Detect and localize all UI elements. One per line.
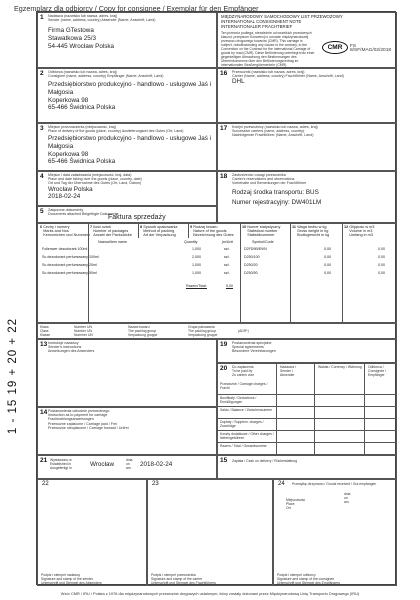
copy-header: Egzemplarz dla odbiorcy / Copy for consignee / Exemplar für den Empfänger bbox=[14, 4, 259, 13]
row-divider bbox=[218, 442, 397, 443]
box-payment bbox=[217, 363, 397, 455]
cmr-title-block bbox=[217, 12, 397, 68]
row-code: D250/50 bbox=[244, 271, 258, 275]
consignee-line-2: Koperkowa 98 bbox=[48, 96, 89, 104]
box-special-agreements[interactable] bbox=[217, 339, 397, 363]
reservations-label: Zastrzeżenia i uwagi przewoźnika Carrier's reservations and observations Vorbehalte und Bemerkungen der Frachtführer bbox=[232, 173, 307, 186]
box-number: 18 bbox=[220, 173, 228, 180]
box-number: 23 bbox=[152, 481, 159, 487]
sender-signature-caption: Podpis i stempel nadawcy Signature and stamp of the sender Unterschrift und Stempel des Absenders bbox=[41, 573, 102, 585]
goods-header-text: Rodzaj towaru Nature of the goods Bezeichnung des Gutes bbox=[193, 225, 234, 237]
box-successive-carriers[interactable] bbox=[217, 123, 397, 171]
goods-block bbox=[37, 223, 397, 323]
box-number: 15 bbox=[220, 457, 228, 464]
row-code: D2FD9B/E9/N bbox=[244, 247, 267, 251]
box-sender[interactable] bbox=[37, 12, 217, 68]
goods-header-7 bbox=[90, 225, 132, 237]
subheader-unit: jm/Unit bbox=[222, 240, 234, 244]
box-carrier[interactable] bbox=[217, 68, 397, 123]
row-qty: 2,000 bbox=[192, 255, 201, 259]
documents-value: Faktura sprzedaży bbox=[108, 214, 166, 221]
box-payment-instructions[interactable] bbox=[37, 407, 217, 455]
established-place: Wrocław bbox=[90, 461, 115, 468]
goods-header-10 bbox=[242, 225, 280, 237]
sidebar-copy-numbers bbox=[3, 200, 27, 560]
payment-row: Dopłaty / Supplem. charges / Zuschläge bbox=[220, 420, 264, 428]
box-sender-instructions[interactable] bbox=[37, 339, 217, 407]
goods-header-num: 12 bbox=[344, 225, 349, 229]
received-date-label: dnia on am bbox=[344, 492, 351, 504]
box-number: 21 bbox=[40, 457, 48, 464]
row-weight: 0,00 bbox=[324, 247, 331, 251]
adr-block bbox=[37, 323, 397, 339]
cmr-form bbox=[36, 11, 396, 585]
box-number: 13 bbox=[40, 341, 48, 348]
row-qty: 1,000 bbox=[192, 247, 201, 251]
delivery-line-2: Koperkowa 98 bbox=[48, 150, 89, 158]
subheader-qty: Quantity bbox=[184, 240, 198, 244]
consignee-signature-caption: Podpis i stempel odbiorcy Signature and stamp of the consignee Unterschrift und Stempel des Empfängers bbox=[277, 573, 340, 585]
copy-number-text: 1 - 15 19 + 20 + 22 bbox=[7, 317, 19, 435]
col-divider bbox=[138, 224, 139, 238]
box-number: 17 bbox=[220, 125, 228, 132]
established-date: 2018-02-24 bbox=[140, 461, 173, 468]
col-divider bbox=[188, 224, 189, 238]
box-number: 16 bbox=[220, 70, 228, 77]
goods-header-num: 9 bbox=[190, 225, 193, 229]
payment-row: Koszty dodatkowe / Other charges / Nebengebühren bbox=[220, 432, 274, 440]
row-qty: 1,000 bbox=[192, 263, 201, 267]
row-weight: 0,00 bbox=[324, 263, 331, 267]
sender-instructions-label: Instrukcje nadawcy Sender's instructions Anweisungen des Absenders bbox=[48, 341, 95, 354]
cmr-convention-note: Ten przewóz podlega, niezależnie od wszelkich przeciwnych klauzul, przepisom Konwencji o umowie międzynarodowej przewozu drogowego towarów (CMR). This carriage is subject, notwithstanding any clause to the contrary, to the Convention on the Contract for the International Carriage of goods by road (CMR). Diese Beförderung unterliegt trotz einer gegenteiligen Abmachung den Bestimmungen des Übereinkommens über den Beförderungsvertrag im internationalen Straßengüterverkehr (CMR). bbox=[221, 31, 315, 67]
box-number: 22 bbox=[42, 481, 49, 487]
footer-note: Wzór CMR / IRU / Polska z 1976 dla międzynarodowych przewozów drogowych ustalonym, który zostały dokonani przez Międzynarodową Unię Transportu Drogowego (IRU) bbox=[60, 591, 360, 596]
row-code: D250/20 bbox=[244, 263, 258, 267]
row-divider bbox=[218, 394, 397, 395]
goods-header-text: Numer statystyczny Statistical number Statistiknummer bbox=[247, 225, 281, 237]
total-qty: 5,00 bbox=[226, 284, 233, 288]
payment-row: Bonifikaty / Deductions / Ermäßigungen bbox=[220, 396, 257, 404]
total-label: Razem/Total: bbox=[186, 284, 207, 288]
row-name: Folienwer dezodorant 100ml bbox=[42, 247, 88, 251]
row-divider bbox=[218, 406, 397, 407]
goods-header-num: 8 bbox=[140, 225, 143, 229]
box-delivery-place[interactable] bbox=[37, 123, 217, 171]
row-name: So dezodorant perfumowany 50ml bbox=[42, 271, 97, 275]
transport-type-value: BUS bbox=[305, 188, 319, 196]
payment-row: Razem / Total / Gesamtsumme bbox=[220, 444, 267, 448]
delivery-line-3: 65-466 Świdnica Polska bbox=[48, 158, 116, 166]
sender-line-3: 54-445 Wrocław Polska bbox=[48, 42, 115, 50]
box-carrier-signature[interactable] bbox=[147, 479, 273, 586]
goods-header-text: Waga brutto w kg Gross weight in kg Bruttogewicht in kg bbox=[297, 225, 330, 237]
payment-col-consignee: Odbiorca / Consignee / Empfänger bbox=[368, 365, 387, 377]
adr-group: Grupa pakowania The packing group Verpackung gruppe bbox=[188, 325, 218, 337]
goods-header-num: 6 bbox=[40, 225, 43, 229]
col-divider bbox=[342, 224, 343, 323]
adr-klasa: Klasa Class Klasse bbox=[40, 325, 51, 337]
goods-header-12 bbox=[344, 225, 374, 237]
goods-header-6 bbox=[40, 225, 93, 237]
documents-label: Załączone dokumenty Documents attached Beigefügte Dokumente bbox=[48, 208, 119, 217]
goods-header-11 bbox=[292, 225, 329, 237]
box-sender-signature[interactable] bbox=[37, 479, 147, 586]
box-established[interactable] bbox=[37, 455, 217, 479]
row-name: So dezodorant perfumowany 20ml bbox=[42, 263, 97, 267]
box-number: 1 bbox=[40, 14, 44, 21]
registration-label: Numer rejestracyjny: bbox=[232, 199, 290, 207]
established-date-label: dnia on am bbox=[126, 458, 133, 470]
box-documents[interactable] bbox=[37, 206, 217, 223]
box-number: 24 bbox=[278, 481, 285, 487]
adr-name: Nazwa towaru The packing group Verpackung gruppe bbox=[128, 325, 158, 337]
goods-header-text: Objętość w m3 Volume in m3 Umfang in m3 bbox=[349, 225, 375, 237]
box-number: 3 bbox=[40, 125, 44, 132]
row-unit: szt. bbox=[224, 255, 230, 259]
row-qty: 1,000 bbox=[192, 271, 201, 275]
delivery-label: Miejsce przeznaczenia (miejscowość, kraj) Place of delivery of the goods (place, country) Auslieferungsort des Gutes (Ort, Land) bbox=[48, 125, 184, 134]
special-agreements-label: Postanowienia specjalne Special agreements Besondere Vereinbarungen bbox=[232, 341, 276, 354]
sender-line-2: Stawatkowa 25/3 bbox=[48, 35, 96, 42]
subheader-code: Symbol/Code bbox=[252, 240, 274, 244]
row-weight: 0,00 bbox=[324, 271, 331, 275]
row-volume: 0,00 bbox=[378, 263, 385, 267]
col-divider bbox=[290, 224, 291, 323]
payment-col-sender: Nadawca / Sender / Absender bbox=[280, 365, 297, 377]
loading-label: Miejsce i data załadowania (miejscowość, kraj, data) Place and date taking over the goods (place, country, date) Ort und Tag der Übernahme des Gutes (Ort, Land, Datum) bbox=[48, 173, 142, 186]
goods-header-num: 10 bbox=[242, 225, 247, 229]
cmr-logo: CMR bbox=[322, 41, 348, 54]
box-consignee[interactable] bbox=[37, 68, 217, 123]
title-en: INTERNATIONAL CONSIGNMENT NOTE bbox=[221, 19, 302, 24]
box-number: 5 bbox=[40, 208, 44, 215]
carrier-signature-caption: Podpis i stempel przewoźnika Signature and stamp of the carrier Unterschrift und Stempel des Frachtführers bbox=[151, 573, 216, 585]
row-unit: szt. bbox=[224, 263, 230, 267]
row-unit: szt. bbox=[224, 271, 230, 275]
title-de: INTERNATIONALER FRACHTBRIEF bbox=[221, 24, 293, 29]
successive-carriers-label: Kolejni przewoźnicy (nazwisko lub nazwa, adres, kraj) Successive carriers (name, address, country) Nachfolgende Frachtführer (Name, Anschrift, Land) bbox=[232, 125, 318, 138]
payment-col-currency: Waluta / Currency / Währung bbox=[318, 365, 362, 369]
adr-tag: (ADR*) bbox=[238, 329, 249, 333]
col-divider bbox=[240, 224, 241, 323]
registration-row bbox=[218, 199, 396, 207]
payment-row: Saldo / Balance / Zwischensumme bbox=[220, 408, 273, 412]
box-number: 2 bbox=[40, 70, 44, 77]
row-divider bbox=[218, 430, 397, 431]
goods-header-text: Sposób opakowania Method of packing Art der Verpackung bbox=[143, 225, 178, 237]
payment-row: Przewoźne / Carriage charges / Fracht bbox=[220, 382, 268, 390]
goods-header-text: Cechy i numery Marks and Nos Kennzeichen und Nummern bbox=[43, 225, 91, 237]
box-number: 20 bbox=[220, 365, 228, 372]
row-divider bbox=[218, 418, 397, 419]
row-weight: 0,00 bbox=[324, 255, 331, 259]
box-number: 14 bbox=[40, 409, 48, 416]
sender-line-1: Firma GTestowa bbox=[48, 27, 94, 35]
transport-type-row bbox=[218, 189, 396, 197]
goods-received-label: Przesyłkę otrzymano / Goods received / Gut empfangen bbox=[292, 482, 377, 486]
adr-number: Number UN Number UN Nummer UN bbox=[74, 325, 93, 337]
loading-place: Wrocław Polska bbox=[48, 185, 93, 193]
consignee-label: Odbiorca (nazwisko lub nazwa, adres, kraj) Consignee (name, address, country) Empfänger (Name, Anschrift, Land) bbox=[48, 70, 164, 79]
goods-header-text: Ilość sztuk Number of packages Anzahl der Packstücke bbox=[93, 225, 132, 237]
consignee-line-1: Przedsiębiorstwo produkcyjno - handlowo - usługowe Jaś i Małgosia bbox=[48, 81, 212, 96]
subheader-name: Nazwa/Item name bbox=[98, 240, 127, 244]
goods-header-9 bbox=[190, 225, 234, 237]
row-name: So dezodorant perfumowany 100ml bbox=[42, 255, 99, 259]
established-label: Wystawiono w Established in Ausgefertigt in bbox=[50, 458, 72, 470]
loading-date: 2018-02-24 bbox=[48, 193, 81, 201]
box-carrier-reservations[interactable] bbox=[217, 171, 397, 223]
consignee-line-3: 65-466 Świdnica Polska bbox=[48, 104, 116, 112]
row-code: D250/100 bbox=[244, 255, 260, 259]
payment-instructions-label: Postanowienia odnośnie przewoźnego Instruction as to payment for carriage Frachtzahlungsanweisungen Przewoźne zapłacone / Carriage paid / Frei Przewoźne nieopłacone / Carriage forward / Unfrei bbox=[48, 409, 129, 430]
payment-label: Do zapłacenia To be paid by Zu zahlen vom bbox=[232, 365, 255, 377]
carrier-label: Przewoźnik (nazwisko lub nazwa, adres, kraj) Carrier (Name, address, country) Frachtführer (Name, Anschrift, Land) bbox=[232, 70, 344, 79]
goods-header-num: 7 bbox=[90, 225, 93, 229]
box-number: 19 bbox=[220, 341, 228, 348]
row-unit: szt. bbox=[224, 247, 230, 251]
cod-label: Zapłata / Cash on delivery / Rückerstattung bbox=[232, 459, 298, 463]
received-place-label: Miejscowość Place Ort bbox=[286, 498, 306, 510]
row-volume: 0,00 bbox=[378, 271, 385, 275]
box-goods-received[interactable] bbox=[273, 479, 397, 586]
title-pl: MIĘDZYNARODOWY SAMOCHODOWY LIST PRZEWOZOWY bbox=[221, 14, 343, 19]
row-volume: 0,00 bbox=[378, 247, 385, 251]
form-reference: FS 8/SF/MAG/02/2018 bbox=[350, 44, 392, 54]
box-number: 4 bbox=[40, 173, 44, 180]
transport-type-label: Rodzaj środka transportu: bbox=[232, 188, 305, 196]
sender-label: Nadawca (nazwisko lub nazwa, adres, kraj) Sender (name, address, country) Absender (Name, Anschrift, Land) bbox=[48, 14, 156, 23]
delivery-line-1: Przedsiębiorstwo produkcyjno - handlowo - usługowe Jaś i Małgosia bbox=[48, 135, 212, 150]
registration-value: DW401LM bbox=[291, 199, 322, 207]
goods-header-num: 11 bbox=[292, 225, 297, 229]
row-volume: 0,00 bbox=[378, 255, 385, 259]
carrier-line-1: DHL bbox=[232, 78, 245, 86]
box-cash-on-delivery[interactable] bbox=[217, 455, 397, 479]
goods-header-8 bbox=[140, 225, 177, 237]
box-loading-place[interactable] bbox=[37, 171, 217, 206]
